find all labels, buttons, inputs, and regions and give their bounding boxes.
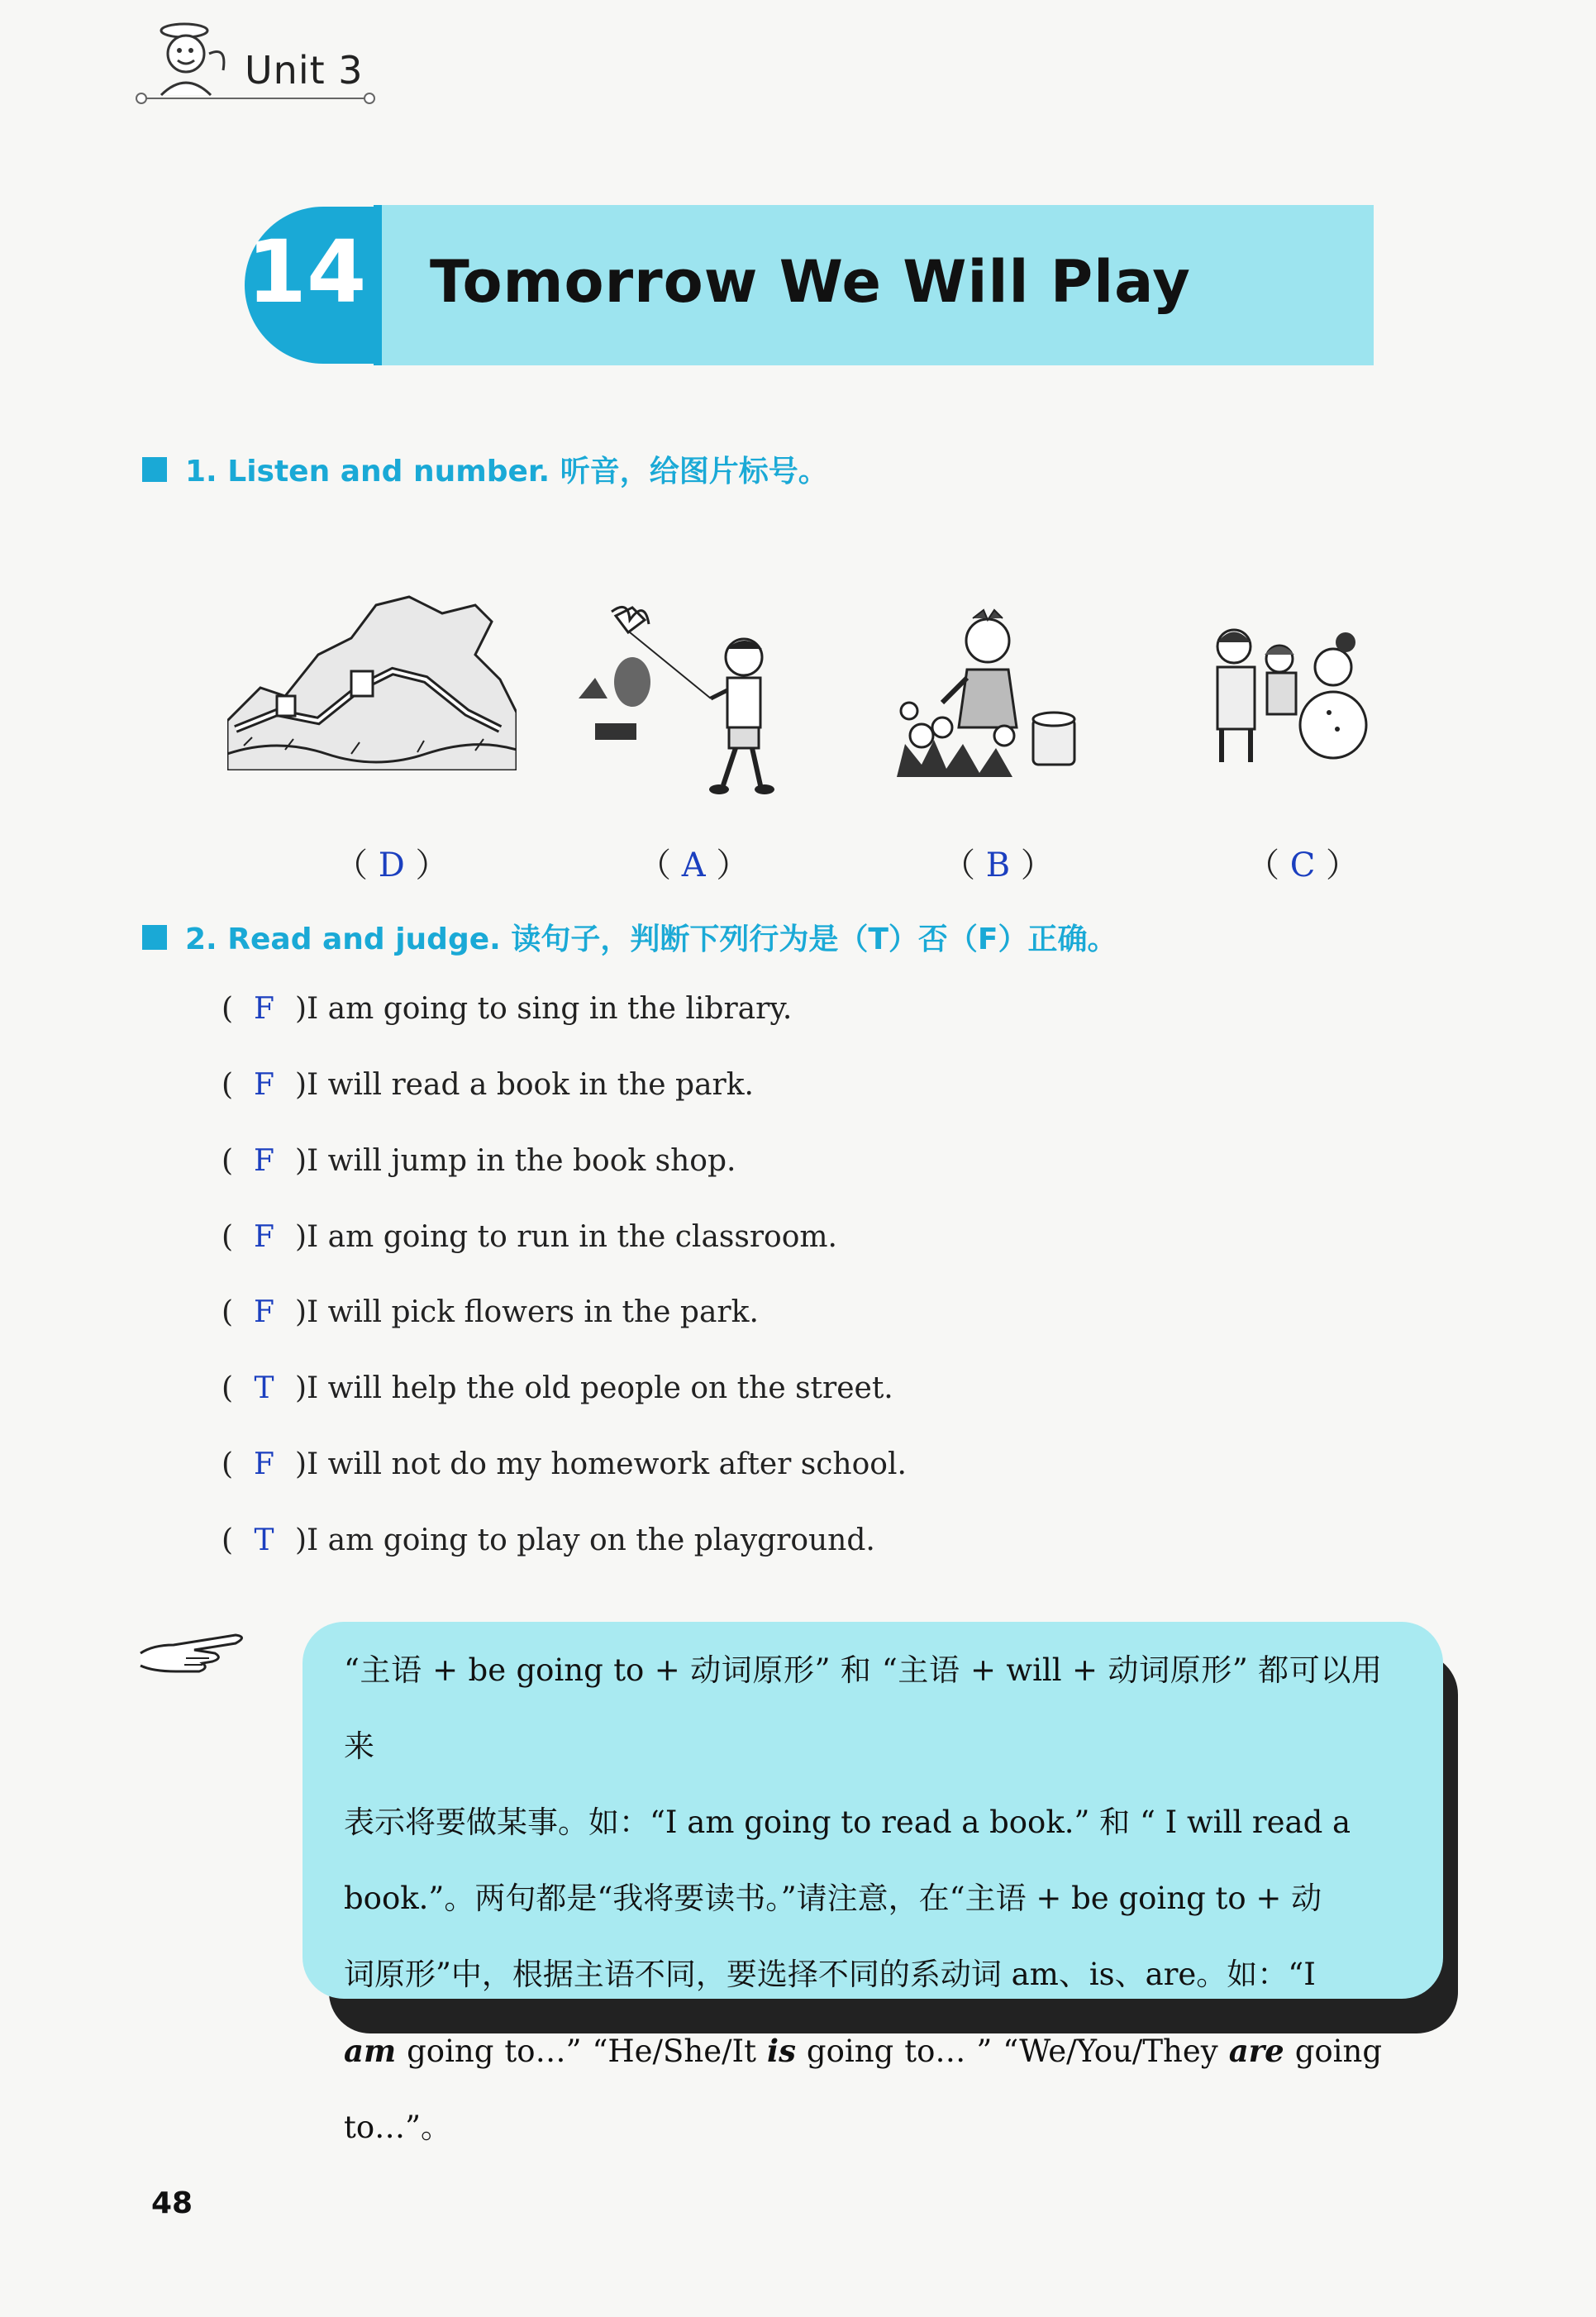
judge-item: ( T )I will help the old people on the street. xyxy=(222,1371,893,1405)
picture-answer-3: （ B ） xyxy=(942,846,1054,884)
picture-answer-4: （ C ） xyxy=(1246,846,1360,884)
picture-answer-2: （ A ） xyxy=(638,846,750,884)
note-segment: going to… ” “We/You/They xyxy=(795,2033,1229,2069)
note-line xyxy=(344,2013,1382,2166)
judge-text: I will read a book in the park. xyxy=(307,1068,755,1102)
judge-text: I am going to sing in the library. xyxy=(307,992,793,1026)
judge-item: ( T )I am going to play on the playground. xyxy=(222,1523,875,1557)
unit-title: Unit 3 xyxy=(245,48,364,93)
grammar-note-text xyxy=(344,1633,1382,2166)
judge-text: I will help the old people on the street. xyxy=(307,1371,893,1405)
header-divider-end-dot xyxy=(364,93,375,104)
header-divider xyxy=(141,98,372,99)
note-emphasis-are: are xyxy=(1228,2033,1284,2069)
boy-flying-kite-picture xyxy=(579,599,793,806)
judge-answer: F xyxy=(254,1068,274,1102)
judge-text: I will pick flowers in the park. xyxy=(307,1295,759,1329)
section1-heading: 1. Listen and number. 听音，给图片标号。 xyxy=(185,455,828,489)
note-segment: going to…”。 xyxy=(344,2033,1383,2145)
note-emphasis-am: am xyxy=(344,2033,397,2069)
pointing-hand-icon xyxy=(136,1620,252,1681)
lesson-number: 14 xyxy=(246,222,367,322)
section1-marker xyxy=(142,457,167,482)
judge-item: ( F )I will read a book in the park. xyxy=(222,1068,755,1102)
picture-answer-letter: B xyxy=(985,846,1011,884)
section2-marker xyxy=(142,925,167,950)
header-divider-start-dot xyxy=(136,93,147,104)
note-line: 词原形”中，根据主语不同，要选择不同的系动词 am、is、are。如：“I xyxy=(344,1957,1316,1992)
judge-answer: F xyxy=(254,1447,274,1481)
note-line: “主语 + be going to + 动词原形” 和 “主语 + will + 动词原形” 都可以用来 xyxy=(344,1652,1382,1764)
judge-answer: T xyxy=(254,1523,274,1557)
judge-answer: T xyxy=(254,1371,274,1405)
judge-text: I am going to play on the playground. xyxy=(307,1523,875,1557)
note-emphasis-is: is xyxy=(767,2033,796,2069)
judge-text: I am going to run in the classroom. xyxy=(307,1220,837,1254)
judge-text: I will jump in the book shop. xyxy=(307,1144,736,1178)
judge-item: ( F )I will pick flowers in the park. xyxy=(222,1295,759,1329)
section2-heading: 2. Read and judge. 读句子，判断下列行为是（T）否（F）正确。 xyxy=(185,923,1117,956)
judge-answer: F xyxy=(254,1295,274,1329)
page-number: 48 xyxy=(151,2186,193,2220)
judge-answer: F xyxy=(254,1220,274,1254)
picture-answer-letter: A xyxy=(681,846,706,884)
great-wall-picture xyxy=(227,589,517,770)
judge-text: I will not do my homework after school. xyxy=(307,1447,907,1481)
picture-answer-letter: C xyxy=(1289,846,1316,884)
judge-item: ( F )I am going to sing in the library. xyxy=(222,992,793,1026)
note-line: 表示将要做某事。如：“I am going to read a book.” 和 “ I will read a xyxy=(344,1804,1351,1840)
judge-answer: F xyxy=(254,1144,274,1178)
judge-item: ( F )I will jump in the book shop. xyxy=(222,1144,736,1178)
judge-answer: F xyxy=(254,992,274,1026)
judge-item: ( F )I will not do my homework after school. xyxy=(222,1447,907,1481)
judge-item: ( F )I am going to run in the classroom. xyxy=(222,1220,837,1254)
lesson-title: Tomorrow We Will Play xyxy=(430,248,1191,316)
unit-mascot-icon xyxy=(145,21,236,103)
note-segment: going to…” “He/She/It xyxy=(396,2033,768,2069)
note-line: book.”。两句都是“我将要读书。”请注意，在“主语 + be going to + 动 xyxy=(344,1881,1322,1916)
girl-picking-flowers-picture xyxy=(897,603,1083,777)
picture-answer-1: （ D ） xyxy=(335,846,449,884)
children-snowman-picture xyxy=(1213,622,1370,766)
picture-answer-letter: D xyxy=(378,846,405,884)
